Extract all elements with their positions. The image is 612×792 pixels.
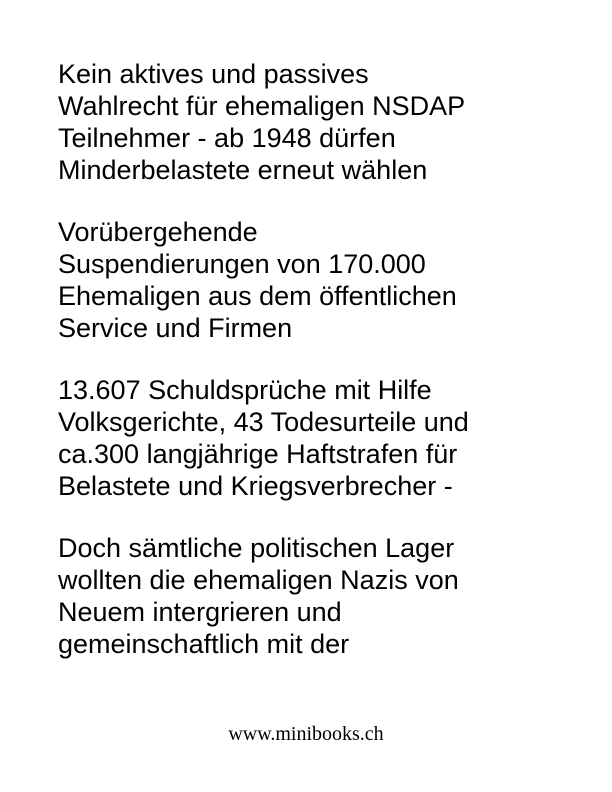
page-body	[58, 58, 578, 690]
text-line: Doch sämtliche politischen Lager	[58, 533, 455, 563]
text-line: Vorübergehende	[58, 217, 258, 247]
text-line: Teilnehmer - ab 1948 dürfen	[58, 123, 396, 153]
text-line: Kein aktives und passives	[58, 59, 369, 89]
paragraph-verdicts	[58, 374, 578, 502]
text-line: Ehemaligen aus dem öffentlichen	[58, 281, 457, 311]
paragraph-voting-rights	[58, 58, 578, 186]
text-line: ca.300 langjährige Haftstrafen für	[58, 439, 458, 469]
text-line: Neuem intergrieren und	[58, 597, 342, 627]
paragraph-reintegration	[58, 532, 578, 660]
text-line: Volksgerichte, 43 Todesurteile und	[58, 407, 469, 437]
text-line: Suspendierungen von 170.000	[58, 249, 426, 279]
text-line: Service und Firmen	[58, 313, 293, 343]
paragraph-suspensions	[58, 216, 578, 344]
text-line: 13.607 Schuldsprüche mit Hilfe	[58, 375, 432, 405]
text-line: gemeinschaftlich mit der	[58, 629, 350, 659]
text-line: wollten die ehemaligen Nazis von	[58, 565, 459, 595]
text-line: Belastete und Kriegsverbrecher -	[58, 471, 453, 501]
footer-url: www.minibooks.ch	[228, 723, 384, 745]
text-line: Wahlrecht für ehemaligen NSDAP	[58, 91, 466, 121]
text-line: Minderbelastete erneut wählen	[58, 155, 428, 185]
